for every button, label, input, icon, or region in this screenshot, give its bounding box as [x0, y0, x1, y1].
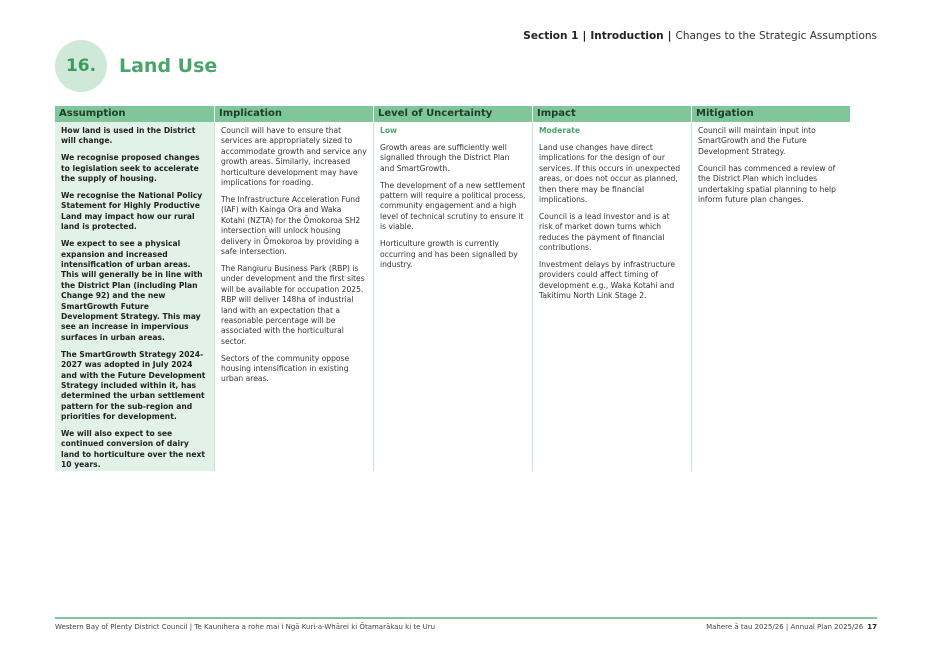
section-number-badge: [55, 40, 107, 92]
assumption-paragraph: We recognise proposed changes to legislation seek to accelerate the supply of housing.: [61, 153, 200, 184]
impact-level: Moderate: [539, 126, 581, 135]
breadcrumb-separator: |: [667, 30, 672, 42]
column-assumption: [55, 106, 214, 471]
uncertainty-paragraph: Horticulture growth is currently occurring and has been signalled by industry.: [380, 239, 518, 269]
assumptions-table: [55, 106, 850, 471]
header-uncertainty: Level of Uncertainty: [373, 106, 532, 122]
assumption-paragraph: The SmartGrowth Strategy 2024-2027 was adopted in July 2024 and with the Future Development Strategy included within it, has determined the urban settlement pattern for the sub-region and priorities for development.: [61, 349, 206, 422]
footer-plan-title: Mahere ā tau 2025/26 | Annual Plan 2025/26: [706, 623, 864, 631]
assumption-paragraph: How land is used in the District will change.: [61, 126, 196, 146]
cell-uncertainty: [374, 122, 532, 471]
assumption-paragraph: We will also expect to see continued conversion of dairy land to horticulture over the next 10 years.: [61, 429, 206, 470]
implication-paragraph: The Rangiuru Business Park (RBP) is under development and the first sites will be available for occupation 2025. RBP will deliver 148ha of industrial land with an expectation that a reasonable percentage will be associated with the horticultural sector.: [221, 263, 365, 346]
mitigation-paragraph: Council will maintain input into SmartGrowth and the Future Development Strategy.: [698, 126, 816, 156]
footer-council: Western Bay of Plenty District Council | Te Kaunihera a rohe mai i Ngā Kuri-a-Whārei ki Ōtamarākau ki te Uru: [55, 623, 436, 631]
header-impact: Impact: [532, 106, 691, 122]
assumption-paragraph: We expect to see a physical expansion and increased intensification of urban areas. This will generally be in line with the District Plan (including Plan Change 92) and the new SmartGrowth Future Development Strategy. This may see an increase in impervious surfaces in urban areas.: [61, 239, 203, 342]
impact-paragraph: Land use changes have direct implications for the design of our services. If this occurs in unexpected areas, or does not occur as planned, then there may be financial implications.: [539, 142, 681, 204]
cell-mitigation: [692, 122, 850, 471]
implication-paragraph: Council will have to ensure that services are appropriately sized to accommodate growth and service any growth areas. Similarly, increased horticulture development may have implications for roading.: [221, 126, 367, 188]
column-mitigation: [691, 106, 850, 471]
breadcrumb-topic: Changes to the Strategic Assumptions: [675, 30, 877, 42]
breadcrumb-part: Introduction: [590, 30, 664, 42]
footer-page-number: 17: [867, 623, 877, 631]
impact-paragraph: Investment delays by infrastructure providers could affect timing of development e.g., Waka Kotahi and Takitimu North Link Stage 2.: [539, 259, 676, 301]
cell-implication: [215, 122, 373, 471]
cell-assumption: [55, 122, 214, 471]
page-title: Land Use: [119, 55, 218, 77]
section-breadcrumb: [523, 30, 877, 42]
mitigation-paragraph: Council has commenced a review of the District Plan which includes undertaking spatial planning to help inform future plan changes.: [698, 163, 836, 204]
header-assumption: Assumption: [55, 106, 214, 122]
header-implication: Implication: [214, 106, 373, 122]
implication-paragraph: The Infrastructure Acceleration Fund (IAF) with Kainga Ora and Waka Kotahi (NZTA) for the Ōmokoroa SH2 intersection will unlock housing delivery in Ōmokoroa by providing a safe intersection.: [221, 194, 361, 256]
header-mitigation: Mitigation: [691, 106, 850, 122]
uncertainty-level: Low: [380, 126, 398, 135]
assumption-paragraph: We recognise the National Policy Statement for Highly Productive Land may impact how our rural land is protected.: [61, 191, 203, 232]
implication-paragraph: Sectors of the community oppose housing intensification in existing urban areas.: [221, 353, 350, 384]
column-implication: [214, 106, 373, 471]
column-uncertainty: [373, 106, 532, 471]
uncertainty-paragraph: The development of a new settlement pattern will require a political process, community engagement and a high level of technical scrutiny to ensure it is viable.: [380, 180, 526, 232]
column-impact: [532, 106, 691, 471]
section-number: 16.: [65, 56, 97, 76]
cell-impact: [533, 122, 691, 471]
breadcrumb-separator: |: [582, 30, 587, 42]
footer-divider: [55, 617, 877, 619]
impact-paragraph: Council is a lead investor and is at risk of market down turns which reduces the payment of financial contributions.: [539, 211, 670, 253]
uncertainty-paragraph: Growth areas are sufficiently well signalled through the District Plan and SmartGrowth.: [380, 142, 510, 173]
footer-plan: [706, 623, 877, 631]
breadcrumb-section: Section 1: [523, 30, 579, 42]
